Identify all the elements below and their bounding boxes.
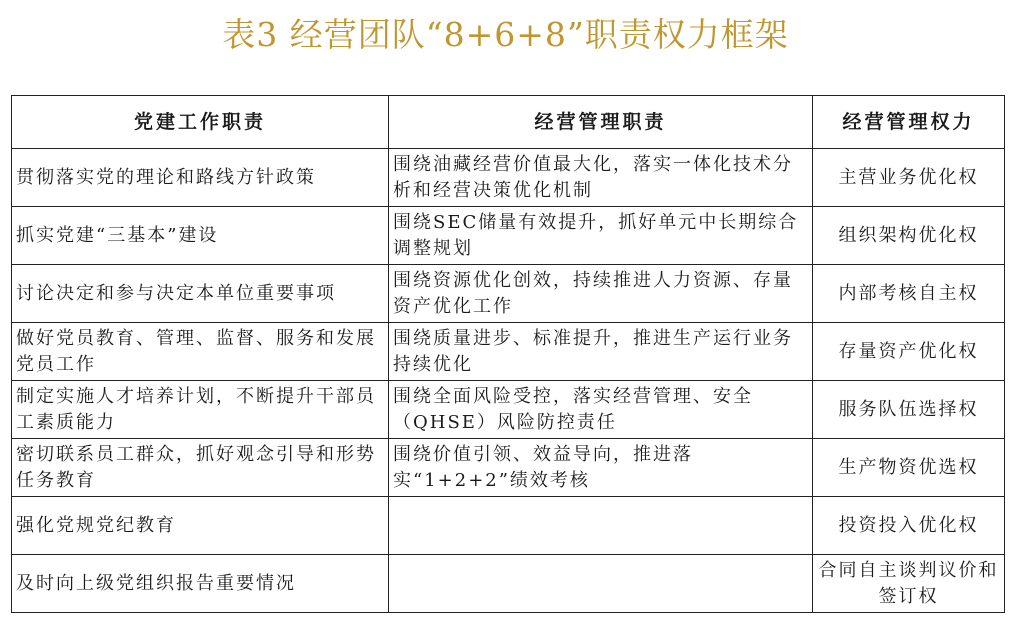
party-duty-cell: 制定实施人才培养计划，不断提升干部员工素质能力 [12,381,389,439]
header-management-powers: 经营管理权力 [813,96,1005,149]
party-duty-cell: 密切联系员工群众，抓好观念引导和形势任务教育 [12,439,389,497]
table-row [12,207,1005,265]
responsibility-table [11,95,1005,613]
header-management-duties: 经营管理职责 [389,96,813,149]
management-duty-cell [389,555,813,613]
management-power-cell: 主营业务优化权 [813,149,1005,207]
party-duty-cell: 强化党规党纪教育 [12,497,389,555]
management-duty-cell: 围绕价值引领、效益导向，推进落实“1+2+2”绩效考核 [389,439,813,497]
management-duty-cell: 围绕全面风险受控，落实经营管理、安全（QHSE）风险防控责任 [389,381,813,439]
management-duty-cell: 围绕SEC储量有效提升，抓好单元中长期综合调整规划 [389,207,813,265]
management-duty-cell: 围绕质量进步、标准提升，推进生产运行业务持续优化 [389,323,813,381]
table-row [12,265,1005,323]
party-duty-cell: 讨论决定和参与决定本单位重要事项 [12,265,389,323]
party-duty-cell: 及时向上级党组织报告重要情况 [12,555,389,613]
management-power-cell: 存量资产优化权 [813,323,1005,381]
header-party-building: 党建工作职责 [12,96,389,149]
table-row [12,497,1005,555]
party-duty-cell: 抓实党建“三基本”建设 [12,207,389,265]
page-title: 表3 经营团队“8+6+8”职责权力框架 [222,15,789,54]
management-duty-cell [389,497,813,555]
management-power-cell: 合同自主谈判议价和签订权 [813,555,1005,613]
party-duty-cell: 做好党员教育、管理、监督、服务和发展党员工作 [12,323,389,381]
management-power-cell: 服务队伍选择权 [813,381,1005,439]
management-power-cell: 生产物资优选权 [813,439,1005,497]
party-duty-cell: 贯彻落实党的理论和路线方针政策 [12,149,389,207]
table-header-row [12,96,1005,149]
management-power-cell: 投资投入优化权 [813,497,1005,555]
table-row [12,555,1005,613]
table-row [12,323,1005,381]
table-row [12,381,1005,439]
management-power-cell: 内部考核自主权 [813,265,1005,323]
management-duty-cell: 围绕资源优化创效，持续推进人力资源、存量资产优化工作 [389,265,813,323]
management-power-cell: 组织架构优化权 [813,207,1005,265]
table-row [12,149,1005,207]
table-row [12,439,1005,497]
management-duty-cell: 围绕油藏经营价值最大化，落实一体化技术分析和经营决策优化机制 [389,149,813,207]
